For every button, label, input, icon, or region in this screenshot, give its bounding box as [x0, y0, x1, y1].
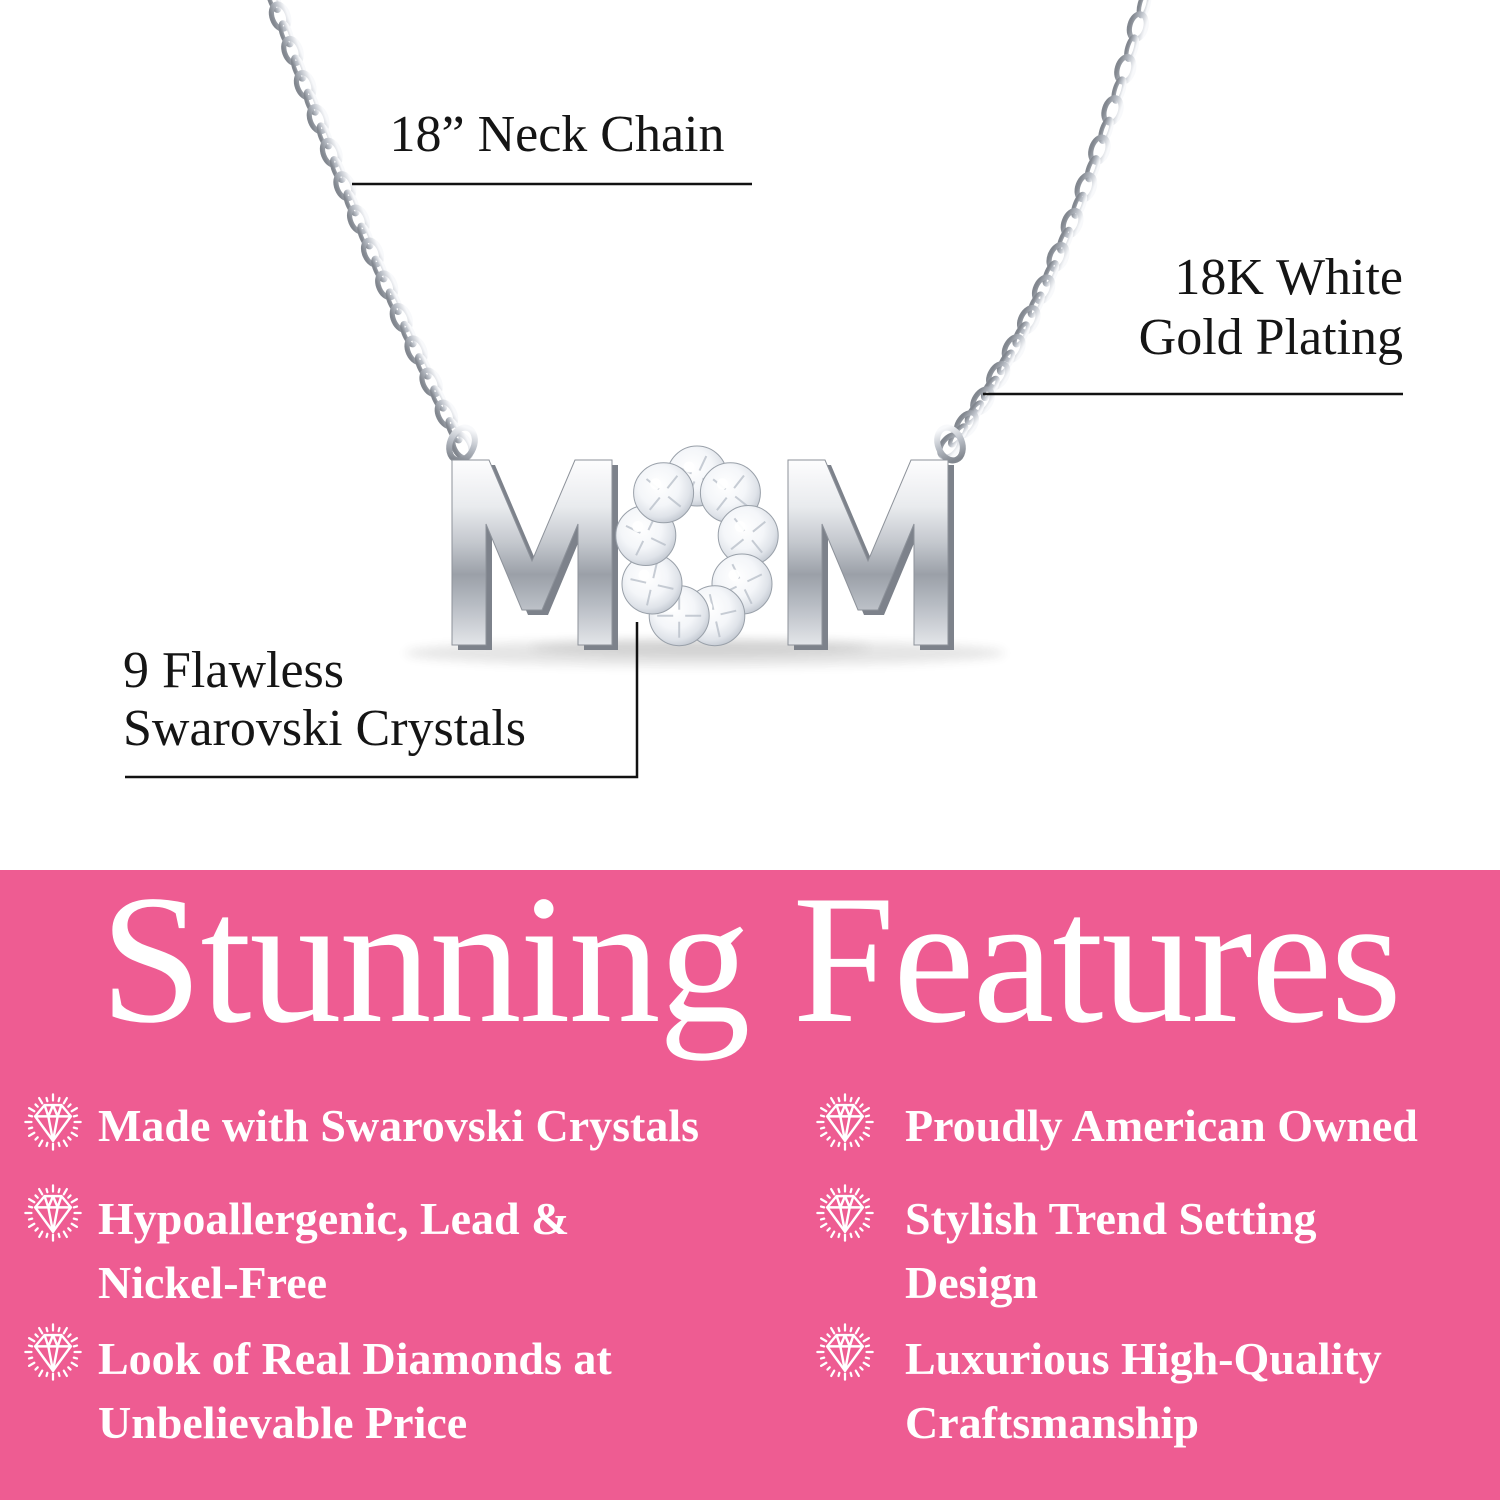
features-section — [0, 857, 1500, 1500]
stone-highlight — [735, 521, 746, 532]
feature-text: Made with Swarovski Crystals — [98, 1100, 700, 1151]
callout-gold-plating — [1139, 248, 1403, 368]
callout-plating-line2: Gold Plating — [1138, 309, 1403, 366]
diamond-burst-icon — [815, 1092, 875, 1152]
feature-text: Proudly American Owned — [905, 1100, 1418, 1151]
diamond-burst-icon — [815, 1322, 875, 1382]
stone-highlight — [684, 462, 695, 473]
feature-text: Look of Real Diamonds at — [98, 1333, 612, 1384]
feature-item — [98, 1187, 569, 1315]
features-title: Stunning Features — [100, 857, 1400, 1061]
pendant-mom-word — [452, 446, 954, 650]
feature-item — [98, 1094, 699, 1158]
feature-item — [905, 1187, 1317, 1315]
callout-neck-chain — [357, 106, 757, 164]
crystal-letter-o — [616, 446, 778, 646]
diamond-burst-icon — [23, 1322, 83, 1382]
stone-highlight — [729, 570, 740, 581]
callout-swarovski-crystals — [123, 642, 526, 758]
crystal-stone — [634, 463, 694, 523]
feature-item — [905, 1327, 1382, 1455]
feature-text: Unbelievable Price — [98, 1397, 468, 1448]
feature-text: Hypoallergenic, Lead & — [98, 1193, 570, 1244]
feature-item — [98, 1327, 612, 1455]
stone-highlight — [650, 478, 661, 489]
stone-highlight — [632, 521, 643, 532]
feature-item — [905, 1094, 1418, 1158]
callout-neck-chain-text: 18” Neck Chain — [389, 106, 725, 163]
callout-crystals-line1: 9 Flawless — [123, 642, 344, 699]
feature-text: Stylish Trend Setting — [905, 1193, 1317, 1244]
diamond-burst-icon — [815, 1183, 875, 1243]
stone-highlight — [639, 570, 650, 581]
diamond-burst-icon — [23, 1092, 83, 1152]
feature-text: Luxurious High-Quality — [905, 1333, 1382, 1384]
callout-crystals-line2: Swarovski Crystals — [123, 700, 526, 757]
feature-text: Nickel-Free — [98, 1257, 328, 1308]
feature-text: Craftsmanship — [905, 1397, 1199, 1448]
chain-right — [936, 0, 1161, 461]
stone-highlight — [717, 478, 728, 489]
callout-plating-line1: 18K White — [1174, 249, 1403, 306]
feature-text: Design — [905, 1257, 1038, 1308]
diamond-burst-icon — [23, 1183, 83, 1243]
chain-left — [256, 0, 475, 461]
